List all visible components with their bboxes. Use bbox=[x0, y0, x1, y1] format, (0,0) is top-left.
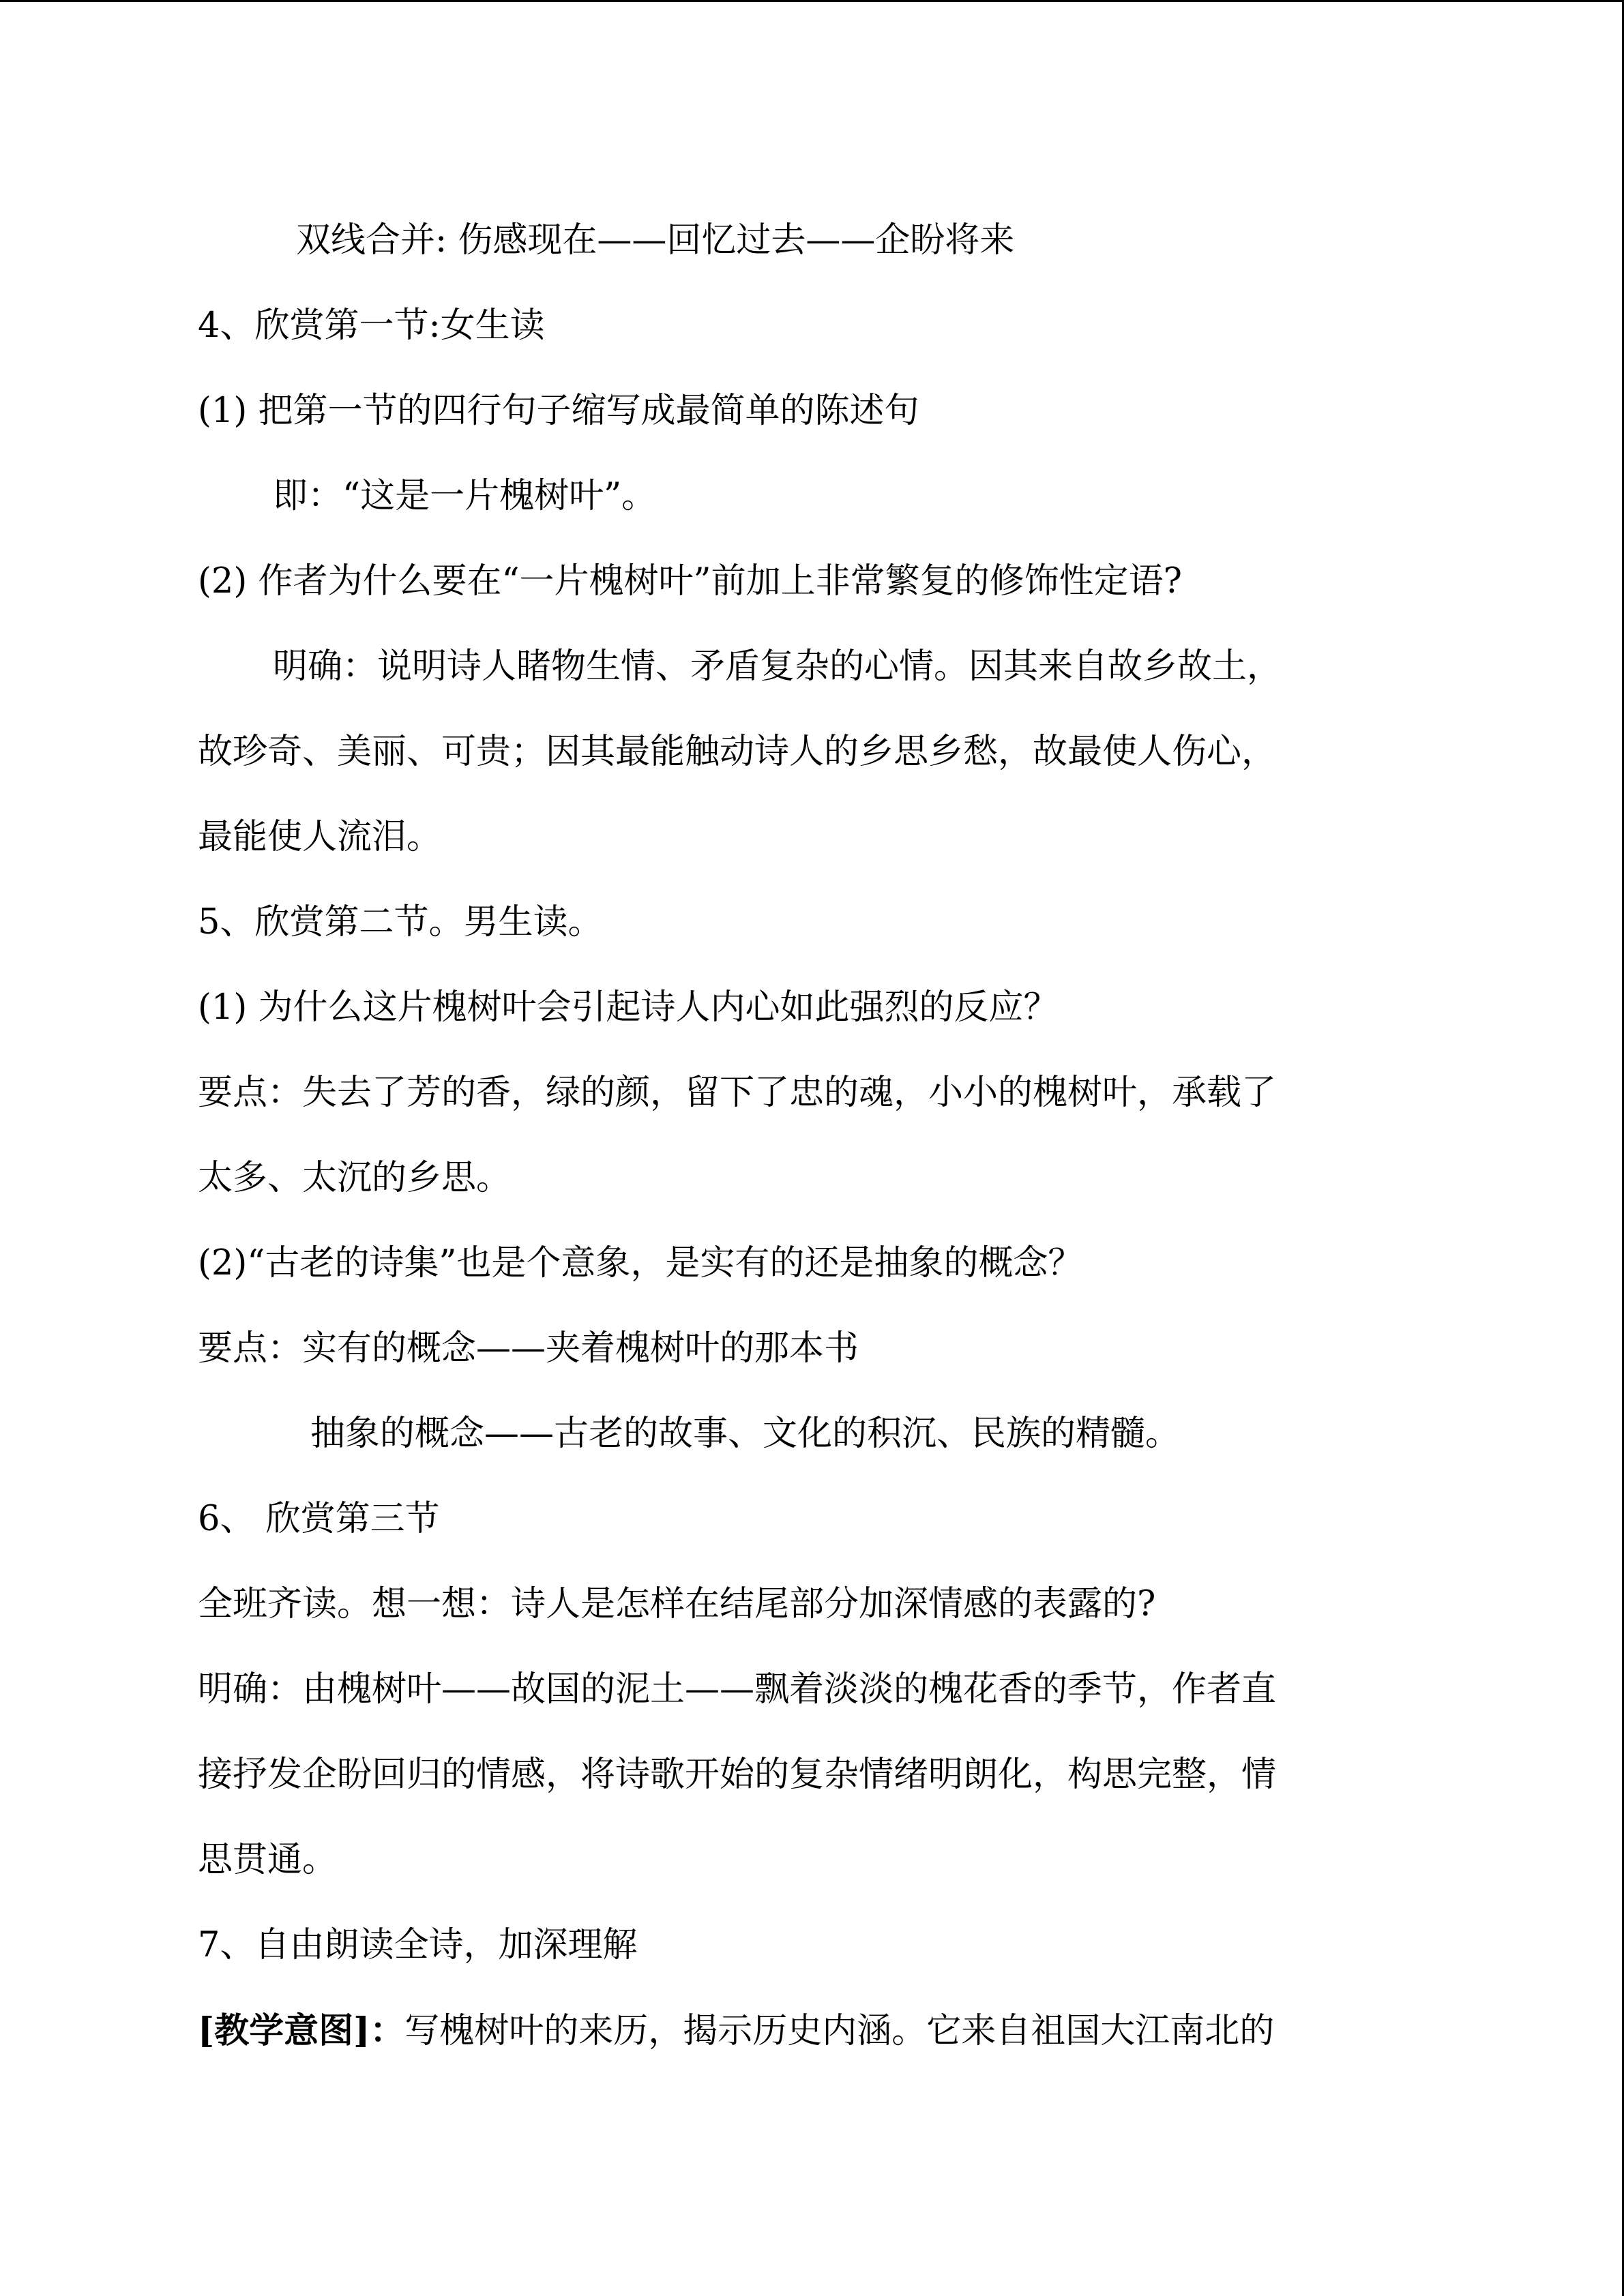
answer-line: 即：“这是一片槐树叶”。 bbox=[273, 476, 657, 516]
question-line: (2)“古老的诗集”也是个意象，是实有的还是抽象的概念？ bbox=[198, 1243, 1083, 1283]
question-line: (2) 作者为什么要在“一片槐树叶”前加上非常繁复的修饰性定语? bbox=[198, 561, 1182, 601]
summary-line: 双线合并: 伤感现在——回忆过去——企盼将来 bbox=[296, 220, 1015, 260]
answer-line: 明确：由槐树叶——故国的泥土——飘着淡淡的槐花香的季节，作者直 bbox=[198, 1669, 1277, 1710]
answer-line: 故珍奇、美丽、可贵；因其最能触动诗人的乡思乡愁，故最使人伤心， bbox=[198, 732, 1277, 772]
section-6-heading: 6、 欣赏第三节 bbox=[198, 1499, 440, 1539]
answer-line: 太多、太沉的乡思。 bbox=[198, 1158, 512, 1198]
answer-line: 思贯通。 bbox=[198, 1840, 338, 1880]
section-5-heading: 5、欣赏第二节。男生读。 bbox=[198, 902, 603, 942]
teaching-intent-text: 写槐树叶的来历，揭示历史内涵。它来自祖国大江南北的 bbox=[404, 2011, 1275, 2051]
teaching-intent-line bbox=[198, 2009, 1274, 2053]
answer-line: 抽象的概念——古老的故事、文化的积沉、民族的精髓。 bbox=[310, 1414, 1181, 1454]
answer-line: 接抒发企盼回归的情感，将诗歌开始的复杂情绪明朗化，构思完整，情 bbox=[198, 1755, 1277, 1795]
answer-line: 明确：说明诗人睹物生情、矛盾复杂的心情。因其来自故乡故土， bbox=[273, 646, 1282, 687]
section-4-heading: 4、欣赏第一节:女生读 bbox=[198, 305, 545, 346]
answer-line: 要点：实有的概念——夹着槐树叶的那本书 bbox=[198, 1328, 859, 1369]
question-line: (1) 为什么这片槐树叶会引起诗人内心如此强烈的反应？ bbox=[198, 987, 1059, 1028]
answer-line: 最能使人流泪。 bbox=[198, 817, 442, 857]
question-line: 全班齐读。想一想：诗人是怎样在结尾部分加深情感的表露的? bbox=[198, 1584, 1156, 1624]
question-line: (1) 把第一节的四行句子缩写成最简单的陈述句 bbox=[198, 391, 919, 431]
section-7-heading: 7、自由朗读全诗，加深理解 bbox=[198, 1925, 638, 1965]
teaching-intent-colon: ： bbox=[370, 2010, 405, 2051]
answer-line: 要点：失去了芳的香，绿的颜，留下了忠的魂，小小的槐树叶，承载了 bbox=[198, 1073, 1277, 1113]
teaching-intent-label: [教学意图] bbox=[198, 2010, 370, 2051]
